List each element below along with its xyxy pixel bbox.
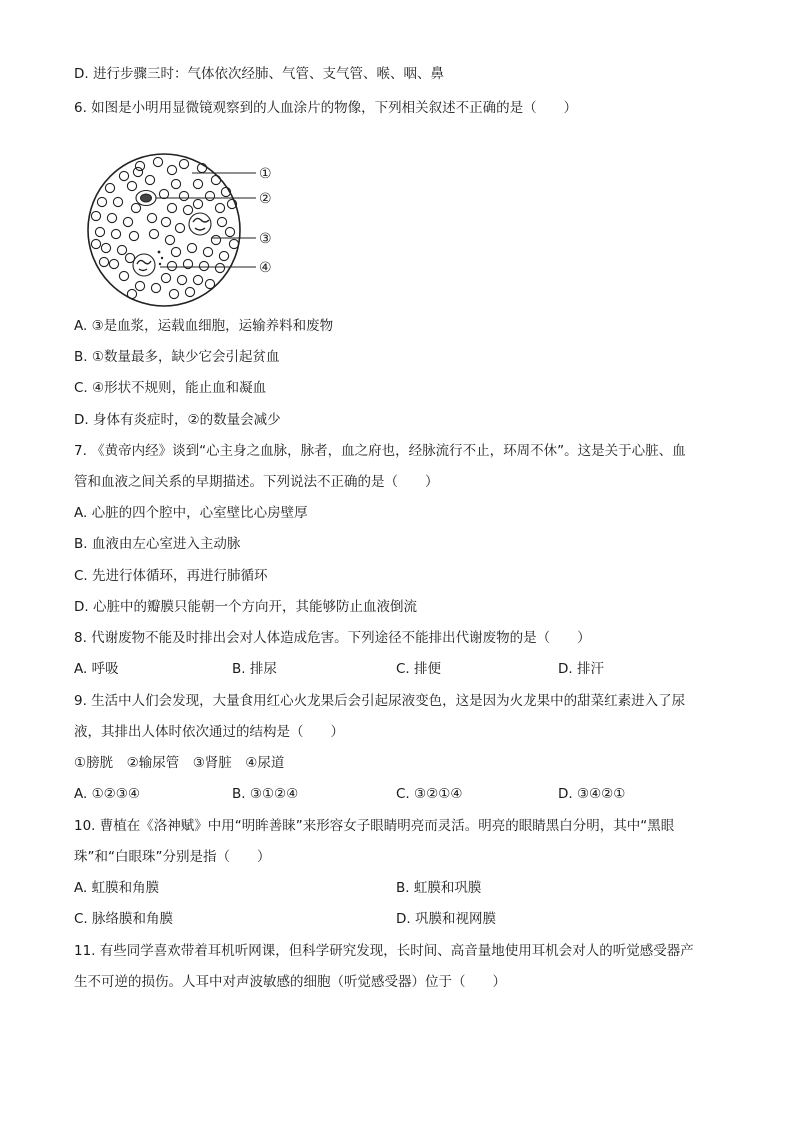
- red-blood-cell: [147, 213, 156, 222]
- field-of-view: [88, 154, 240, 306]
- red-blood-cell: [179, 159, 188, 168]
- q6-option-c: C. ④形状不规则，能止血和凝血: [74, 380, 267, 396]
- red-blood-cell: [119, 271, 128, 280]
- red-blood-cell: [179, 191, 188, 200]
- q10-stem-line1: 10. 曹植在《洛神赋》中用“明眸善睐”来形容女子眼睛明亮而灵活。明亮的眼睛黑白分明，其中“黑眼: [74, 818, 675, 834]
- red-blood-cell: [187, 243, 196, 252]
- red-blood-cell: [215, 263, 224, 272]
- q8-option-d: D. 排汗: [558, 661, 604, 677]
- figure-label-2: ②: [259, 191, 272, 207]
- red-blood-cell: [151, 283, 160, 292]
- q10-stem-line2: 珠”和“白眼珠”分别是指（ ）: [74, 849, 271, 865]
- red-blood-cell: [133, 167, 142, 176]
- q7-option-d: D. 心脏中的瓣膜只能朝一个方向开，其能够防止血液倒流: [74, 599, 417, 615]
- red-blood-cell: [105, 183, 114, 192]
- red-blood-cell: [167, 261, 176, 270]
- q6-option-a: A. ③是血浆，运载血细胞，运输养料和废物: [74, 318, 334, 334]
- red-blood-cell: [167, 165, 176, 174]
- q5-option-d: D. 进行步骤三时：气体依次经肺、气管、支气管、喉、咽、鼻: [74, 66, 444, 82]
- red-blood-cell: [193, 179, 202, 188]
- red-blood-cell: [91, 211, 100, 220]
- blood-smear-figure: [80, 148, 280, 308]
- q10-option-d: D. 巩膜和视网膜: [396, 911, 496, 927]
- red-blood-cell: [119, 171, 128, 180]
- q6-option-d: D. 身体有炎症时，②的数量会减少: [74, 412, 281, 428]
- figure-label-1: ①: [259, 166, 272, 182]
- red-blood-cell: [193, 199, 202, 208]
- q9-option-b: B. ③①②④: [232, 786, 299, 802]
- red-blood-cell: [131, 203, 140, 212]
- red-blood-cell: [127, 181, 136, 190]
- red-blood-cell: [109, 259, 118, 268]
- red-blood-cell: [199, 261, 208, 270]
- q7-option-a: A. 心脏的四个腔中，心室壁比心房壁厚: [74, 505, 308, 521]
- q6-option-b: B. ①数量最多，缺少它会引起贫血: [74, 349, 280, 365]
- red-blood-cell: [111, 229, 120, 238]
- q8-option-b: B. 排尿: [232, 661, 277, 677]
- figure-label-3: ③: [259, 231, 272, 247]
- red-blood-cell: [161, 273, 170, 282]
- red-blood-cell: [135, 161, 144, 170]
- red-blood-cell: [135, 281, 144, 290]
- q9-option-d: D. ③④②①: [558, 786, 626, 802]
- red-blood-cell: [203, 247, 212, 256]
- red-blood-cell: [205, 279, 214, 288]
- q11-stem-line1: 11. 有些同学喜欢带着耳机听网课，但科学研究发现，长时间、高音量地使用耳机会对人的听觉感受器产: [74, 943, 694, 959]
- red-blood-cell: [205, 191, 214, 200]
- red-blood-cell: [183, 205, 192, 214]
- q9-stem-line1: 9. 生活中人们会发现，大量食用红心火龙果后会引起尿液变色，这是因为火龙果中的甜菜红素进入了尿: [74, 693, 686, 709]
- white-blood-cell-2: [136, 191, 156, 206]
- red-blood-cell: [159, 189, 168, 198]
- q11-stem-line2: 生不可逆的损伤。人耳中对声波敏感的细胞（听觉感受器）位于（ ）: [74, 974, 506, 990]
- red-blood-cell: [165, 235, 174, 244]
- red-blood-cell: [99, 257, 108, 266]
- q7-option-c: C. 先进行体循环，再进行肺循环: [74, 568, 268, 584]
- figure-label-4: ④: [259, 260, 272, 276]
- white-blood-cell-3: [189, 213, 211, 235]
- red-blood-cell: [171, 179, 180, 188]
- red-blood-cell: [193, 275, 202, 284]
- q8-option-a: A. 呼吸: [74, 661, 119, 677]
- red-blood-cell: [175, 223, 184, 232]
- red-blood-cell: [219, 251, 228, 260]
- red-blood-cell: [127, 289, 136, 298]
- q10-option-b: B. 虹膜和巩膜: [396, 880, 482, 896]
- white-blood-cell-4: [133, 254, 155, 276]
- q8-stem: 8. 代谢废物不能及时排出会对人体造成危害。下列途径不能排出代谢废物的是（ ）: [74, 630, 591, 646]
- q9-structures: ①膀胱 ②输尿管 ③肾脏 ④尿道: [74, 755, 285, 771]
- red-blood-cell: [217, 217, 226, 226]
- red-blood-cell: [91, 239, 100, 248]
- red-blood-cell: [101, 243, 110, 252]
- red-blood-cell: [123, 217, 132, 226]
- q7-stem-line1: 7. 《黄帝内经》谈到“心主身之血脉，脉者，血之府也，经脉流行不止，环周不休”。这是关于心脏、血: [74, 443, 686, 459]
- red-blood-cell: [153, 157, 162, 166]
- red-blood-cell: [149, 229, 158, 238]
- red-blood-cell: [171, 247, 180, 256]
- q9-option-a: A. ①②③④: [74, 786, 140, 802]
- red-blood-cell: [177, 275, 186, 284]
- q9-option-c: C. ③②①④: [396, 786, 463, 802]
- red-blood-cell: [161, 217, 170, 226]
- q7-stem-line2: 管和血液之间关系的早期描述。下列说法不正确的是（ ）: [74, 474, 439, 490]
- q6-stem: 6. 如图是小明用显微镜观察到的人血涂片的物像，下列相关叙述不正确的是（ ）: [74, 100, 578, 116]
- q7-option-b: B. 血液由左心室进入主动脉: [74, 536, 241, 552]
- red-blood-cell: [211, 175, 220, 184]
- red-blood-cell: [211, 235, 220, 244]
- q9-stem-line2: 液，其排出人体时依次通过的结构是（ ）: [74, 724, 344, 740]
- red-blood-cell: [107, 213, 116, 222]
- red-blood-cell: [113, 197, 122, 206]
- q10-option-a: A. 虹膜和角膜: [74, 880, 160, 896]
- red-blood-cell: [129, 231, 138, 240]
- red-blood-cell: [229, 239, 238, 248]
- red-blood-cell: [117, 245, 126, 254]
- red-blood-cell: [225, 227, 234, 236]
- q10-option-c: C. 脉络膜和角膜: [74, 911, 174, 927]
- red-blood-cell: [169, 289, 178, 298]
- q8-option-c: C. 排便: [396, 661, 442, 677]
- platelets: [158, 251, 164, 266]
- red-blood-cell: [215, 203, 224, 212]
- red-blood-cell: [145, 175, 154, 184]
- red-blood-cell: [97, 197, 106, 206]
- red-blood-cell: [95, 227, 104, 236]
- red-blood-cell: [185, 287, 194, 296]
- red-blood-cell: [167, 203, 176, 212]
